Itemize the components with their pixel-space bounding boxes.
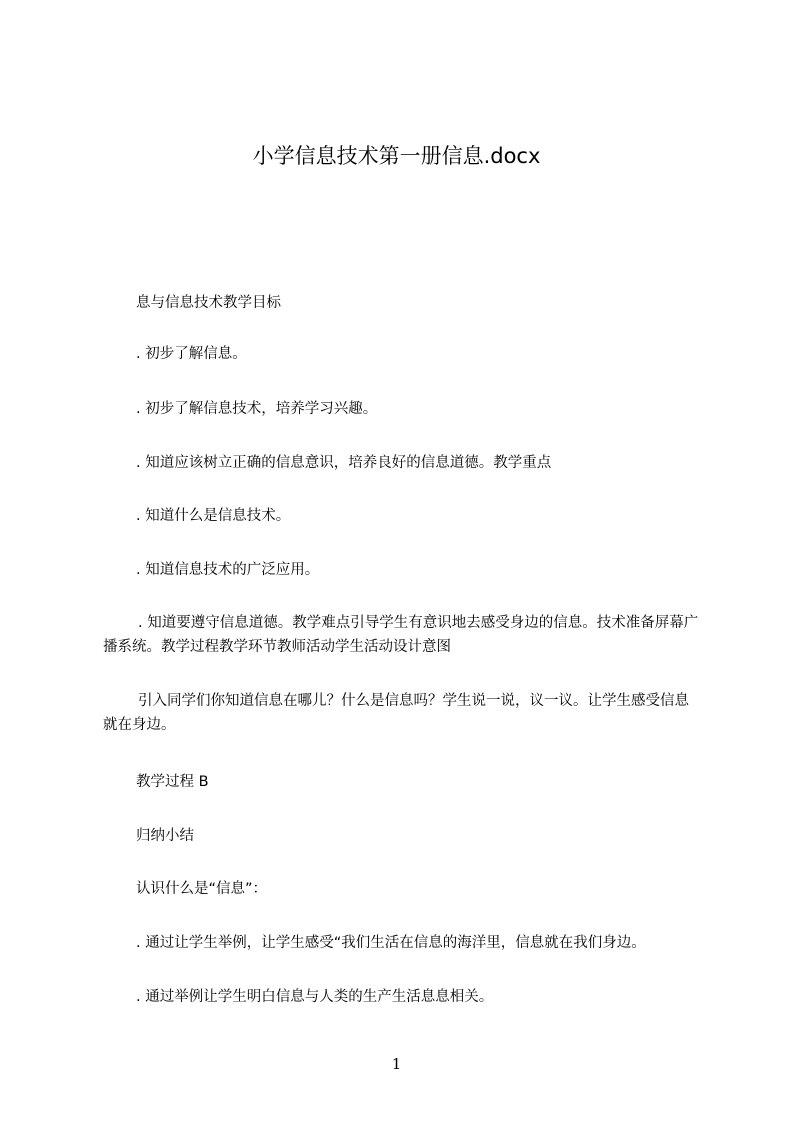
paragraph-process-b: 教学过程 B	[136, 774, 209, 790]
page-number: 1	[391, 1055, 402, 1073]
paragraph-example-1: . 通过让学生举例，让学生感受“我们生活在信息的海洋里，信息就在我们身边。	[136, 935, 646, 951]
paragraph-goal-1: . 初步了解信息。	[136, 346, 247, 362]
paragraph-key-point-2: . 知道信息技术的广泛应用。	[136, 562, 320, 578]
paragraph-goal-2: . 初步了解信息技术，培养学习兴趣。	[136, 401, 378, 417]
paragraph-teaching-goals-heading: 息与信息技术教学目标	[136, 295, 281, 311]
paragraph-example-2: . 通过举例让学生明白信息与人类的生产生活息息相关。	[136, 989, 494, 1005]
document-title: 小学信息技术第一册信息.docx	[252, 144, 541, 168]
paragraph-difficulty-and-process: . 知道要遵守信息道德。教学难点引导学生有意识地去感受身边的信息。技术准备屏幕广播系统。教学过程教学环节教师活动学生活动设计意图	[103, 615, 699, 655]
paragraph-goal-3: . 知道应该树立正确的信息意识，培养良好的信息道德。教学重点	[136, 455, 552, 471]
paragraph-summary: 归纳小结	[136, 828, 194, 844]
paragraph-what-is-information: 认识什么是“信息”：	[136, 881, 268, 897]
paragraph-key-point-1: . 知道什么是信息技术。	[136, 508, 291, 524]
paragraph-introduction: 引入同学们你知道信息在哪儿？什么是信息吗？学生说一说，议一议。让学生感受信息就在身边。	[103, 693, 689, 733]
